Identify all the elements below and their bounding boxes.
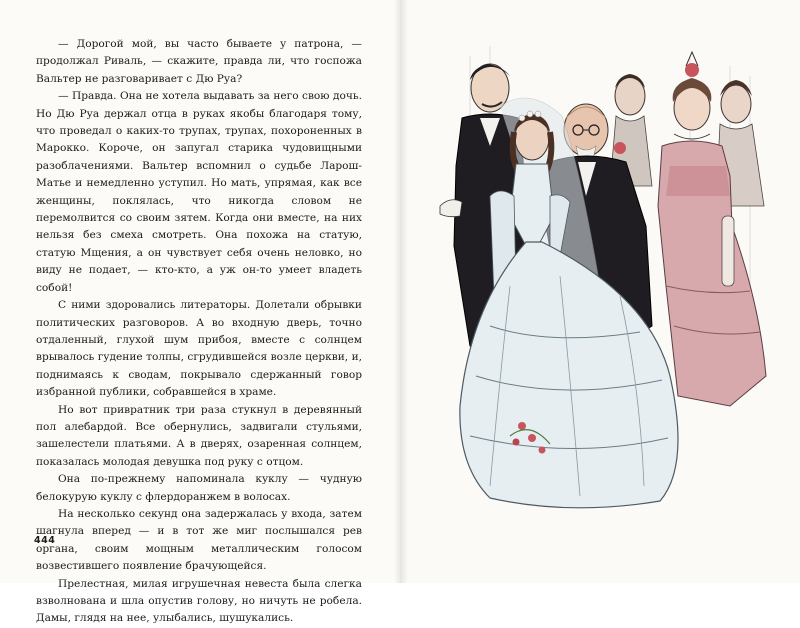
book-gutter [394,0,408,583]
left-page [0,0,400,625]
paragraph: С ними здоровались литераторы. Долетали обрывки политических разговоров. А во входную дверь, точно отдаленный, глухой шум прибоя, вместе с солнцем врывалось гудение толпы, сгрудившейся возле церкви, и, поднимаясь к сводам, покрывало сдержанный говор избранной публики, собравшейся в храме. [36,299,362,399]
paragraph: Прелестная, милая игрушечная невеста была слегка взволнована и шла опустив голову, но ничуть не робела. Дамы, глядя на нее, улыбались, шушукались. [36,577,362,625]
paragraph: — Дорогой мой, вы часто бываете у патрона, — продолжал Риваль, — скажите, правда ли, что госпожа Вальтер не разговаривает с Дю Руа? [36,38,362,85]
paragraph: Она по-прежнему напоминала куклу — чудную белокурую куклу с флердоранжем в волосах. [36,473,362,503]
wedding-procession-illustration [430,46,770,516]
paragraph: Но вот привратник три раза стукнул в деревянный пол алебардой. Все обернулись, задвигали стульями, зашелестели платьями. А в дверях, озаренная солнцем, показалась молодая девушка под руку с отцом. [36,403,362,468]
page-number: 444 [34,535,56,546]
body-text [36,36,362,628]
paragraph: — Правда. Она не хотела выдавать за него свою дочь. Но Дю Руа держал отца в руках якобы благодаря тому, что проведал о каких-то трупах, трупах, похороненных в Марокко. Короче, он запугал старика чудовищными разоблачениями. Вальтер вспомнил о судьбе Ларош-Матье и немедленно уступил. Но мать, упрямая, как все женщины, поклялась, что никогда словом не перемолвится со своим зятем. Когда они вместе, на них нельзя без смеха смотреть. Она похожа на статую, статую Мщения, а он чувствует себя очень неловко, но виду не подает, — кто-кто, а уж он-то умеет владеть собой! [36,90,362,294]
paragraph: На несколько секунд она задержалась у входа, затем шагнула вперед — и в тот же миг послышался рев органа, своим мощным металлическим голосом возвестившего появление брачующейся. [36,507,362,573]
